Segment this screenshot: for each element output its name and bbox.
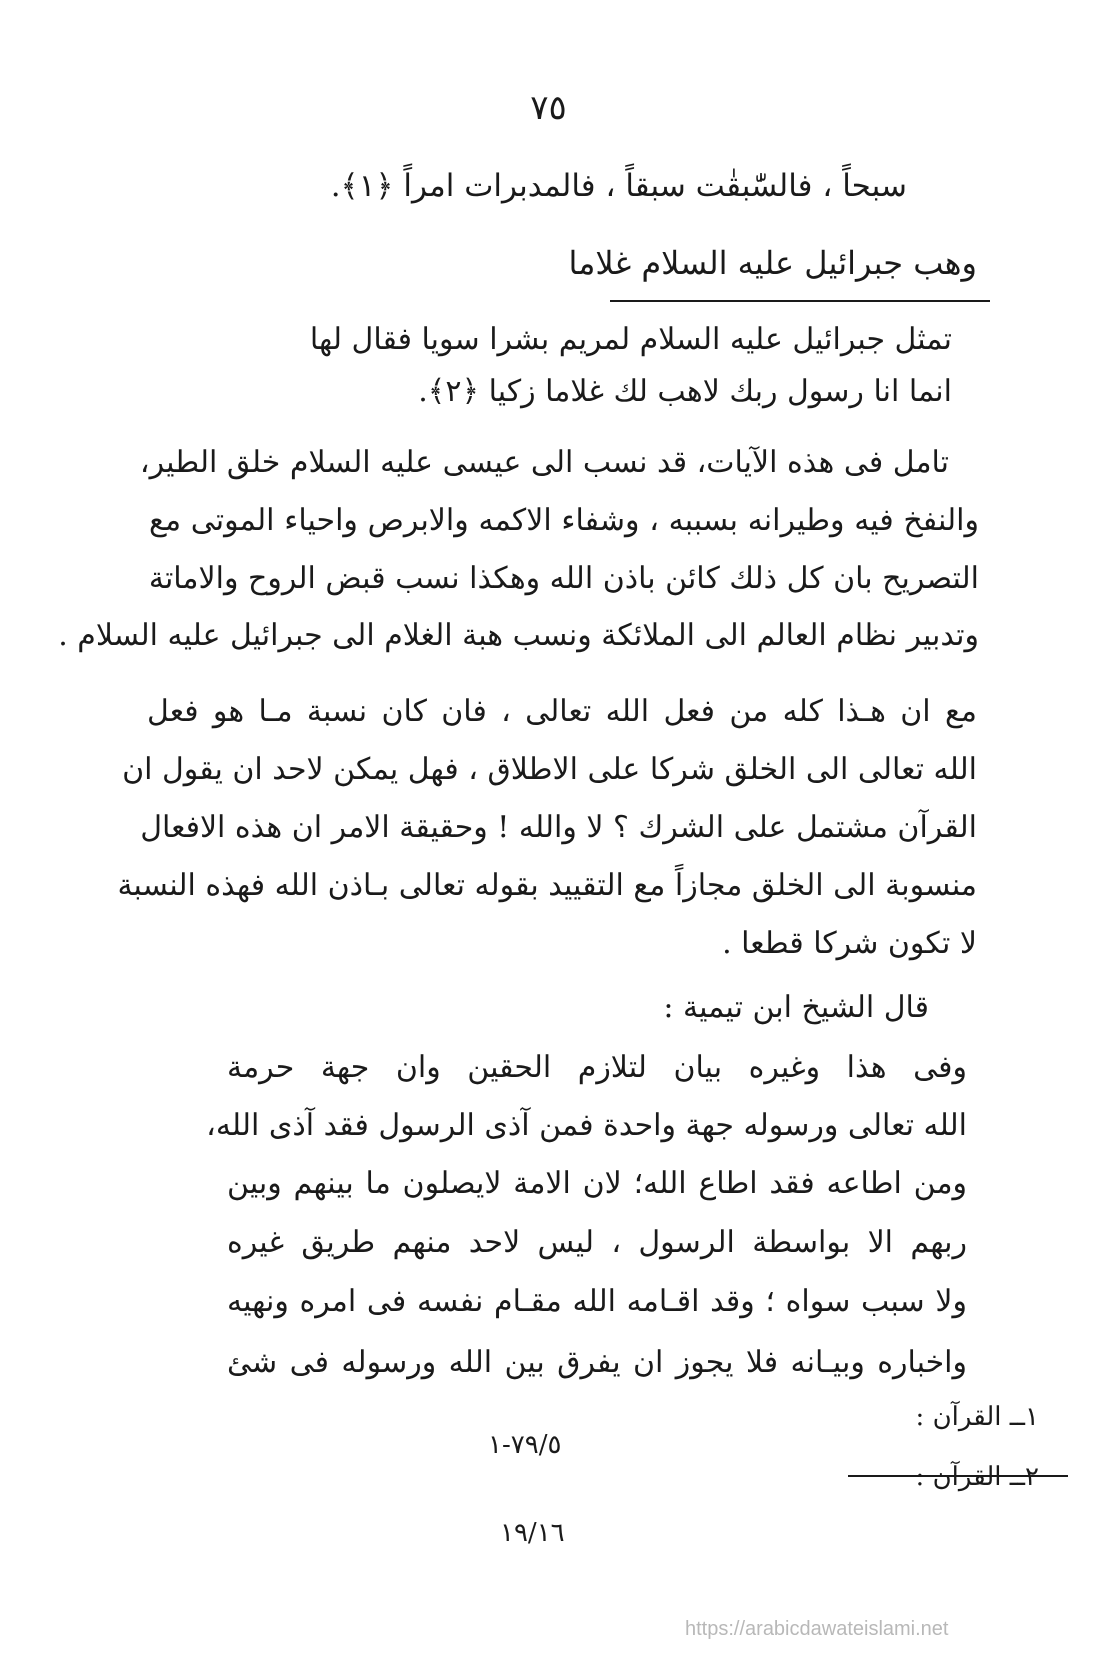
- footnote-label: ٢ــ القرآن :: [915, 1462, 1039, 1492]
- heading-underline: [610, 300, 990, 302]
- paragraph-line: لا تكون شركا قطعا .: [722, 926, 977, 961]
- paragraph-line: الله تعالى الى الخلق شركا على الاطلاق ، فهل يمكن لاحد ان يقول ان: [122, 752, 977, 787]
- paragraph-line: منسوبة الى الخلق مجازاً مع التقييد بقوله تعالى بـاذن الله فهذه النسبة: [117, 868, 977, 903]
- paragraph-line: القرآن مشتمل على الشرك ؟ لا والله ! وحقيقة الامر ان هذه الافعال: [140, 810, 977, 845]
- paragraph-line: تامل فى هذه الآيات، قد نسب الى عيسى عليه السلام خلق الطير،: [139, 445, 949, 480]
- verse-line: تمثل جبرائيل عليه السلام لمريم بشرا سويا فقال لها: [309, 322, 952, 357]
- footnote-label: ١ــ القرآن :: [915, 1402, 1039, 1432]
- footnote-reference: ٧٩/٥-١: [488, 1430, 562, 1460]
- quote-line: ربهم الا بواسطة الرسول ، ليس لاحد منهم طريق غيره: [227, 1225, 967, 1260]
- paragraph-line: مع ان هـذا كله من فعل الله تعالى ، فان كان نسبة مـا هو فعل: [147, 694, 977, 729]
- quote-line: وفى هذا وغيره بيان لتلازم الحقين وان جهة حرمة: [227, 1050, 967, 1085]
- quote-intro: قال الشيخ ابن تيمية :: [663, 990, 929, 1025]
- footnote-reference: ١٩/١٦: [500, 1518, 565, 1548]
- quote-line: ومن اطاعه فقد اطاع الله؛ لان الامة لايصلون ما بينهم وبين: [227, 1166, 967, 1201]
- paragraph-line: وتدبير نظام العالم الى الملائكة ونسب هبة الغلام الى جبرائيل عليه السلام .: [58, 618, 979, 653]
- site-watermark: https://arabicdawateislami.net: [685, 1618, 949, 1640]
- quote-line: الله تعالى ورسوله جهة واحدة فمن آذى الرسول فقد آذى الله،: [206, 1108, 967, 1143]
- quote-line: ولا سبب سواه ؛ وقد اقـامه الله مقـام نفسه فى امره ونهيه: [227, 1284, 967, 1319]
- paragraph-line: والنفخ فيه وطيرانه بسببه ، وشفاء الاكمه والابرص واحياء الموتى مع: [149, 503, 979, 538]
- verse-tail: سبحاً ، فالسّٰبقٰت سبقاً ، فالمدبرات امراً ﴿١﴾.: [330, 168, 907, 204]
- page-number: ٧٥: [530, 88, 567, 128]
- verse-line: انما انا رسول ربك لاهب لك غلاما زكيا ﴿٢﴾.: [418, 374, 952, 409]
- quote-line: واخباره وبيـانه فلا يجوز ان يفرق بين الله ورسوله فى شئ: [227, 1345, 967, 1380]
- paragraph-line: التصريح بان كل ذلك كائن باذن الله وهكذا نسب قبض الروح والاماتة: [148, 561, 979, 596]
- section-heading: وهب جبرائيل عليه السلام غلاما: [568, 244, 977, 282]
